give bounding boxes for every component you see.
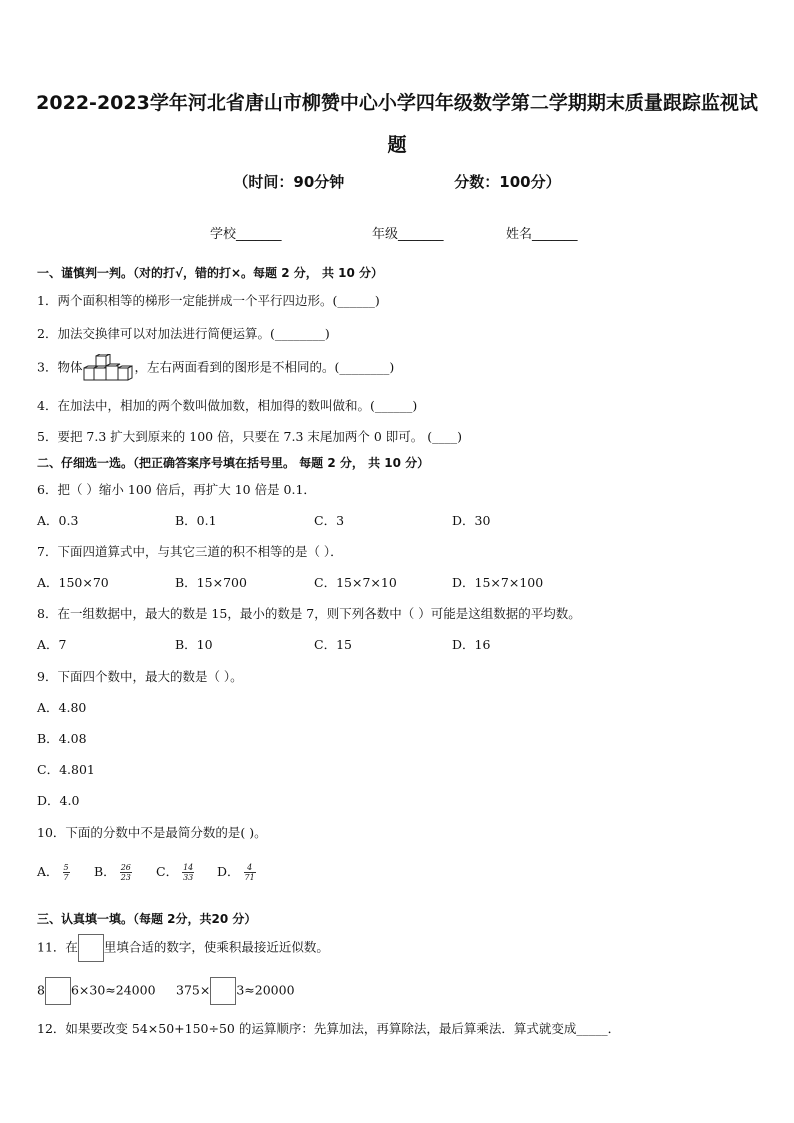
q9-option-c[interactable]: C．4.801 (37, 762, 95, 777)
q9-option-b[interactable]: B．4.08 (37, 731, 87, 746)
question-11-text-b: 里填合适的数字，使乘积最接近近似数。 (103, 939, 329, 955)
q10-option-c[interactable] (156, 862, 194, 882)
q7-option-d[interactable]: D．15×7×100 (452, 575, 544, 590)
question-11 (37, 934, 329, 962)
section-heading-1: 一、谨慎判一判。（对的打√，错的打×。每题 2 分， 共 10 分） (37, 266, 383, 280)
question-10: 10．下面的分数中不是最简分数的是( )。 (37, 825, 267, 840)
q8-option-d[interactable]: D．16 (452, 637, 491, 652)
answer-box-2[interactable] (210, 977, 236, 1005)
question-3 (37, 354, 394, 382)
q9-option-a[interactable]: A．4.80 (37, 700, 87, 715)
question-3-text-b: ，左右两面看到的图形是不相同的。(________) (134, 359, 395, 375)
q9-option-d[interactable]: D．4.0 (37, 793, 80, 808)
section-heading-3: 三、认真填一填。（每题 2分，共20 分） (37, 912, 257, 926)
page-title-continued: 题 (387, 134, 407, 156)
question-6: 6．把（ ）缩小 100 倍后，再扩大 10 倍是 0.1． (37, 482, 316, 497)
q11-expression-2: 375× 3≈20000 (176, 977, 295, 1005)
q10-option-a[interactable] (37, 862, 70, 882)
blank-box (78, 934, 104, 962)
question-9: 9．下面四个数中，最大的数是（ ）。 (37, 669, 243, 684)
score-label: 分数：100分） (454, 173, 561, 191)
section-heading-2: 二、仔细选一选。（把正确答案序号填在括号里。 每题 2 分， 共 10 分） (37, 456, 430, 470)
q6-option-c[interactable]: C．3 (314, 513, 345, 528)
q7-option-c[interactable]: C．15×7×10 (314, 575, 397, 590)
time-label: （时间：90分钟 (233, 173, 345, 191)
question-4: 4．在加法中，相加的两个数叫做加数，相加得的数叫做和。(______) (37, 398, 418, 413)
q8-option-b[interactable]: B．10 (175, 637, 213, 652)
question-5: 5．要把 7.3 扩大到原来的 100 倍，只要在 7.3 末尾加两个 0 即可。 (____) (37, 429, 463, 444)
q6-option-b[interactable]: B．0.1 (175, 513, 217, 528)
question-8: 8．在一组数据中，最大的数是 15，最小的数是 7，则下列各数中（ ）可能是这组数据的平均数。 (37, 606, 581, 621)
page-title: 2022-2023学年河北省唐山市柳赞中心小学四年级数学第二学期期末质量跟踪监视试 (36, 92, 758, 114)
q10-option-d-label: D． (217, 864, 240, 879)
q7-option-a[interactable]: A．150×70 (37, 575, 109, 590)
q6-option-d[interactable]: D．30 (452, 513, 491, 528)
q11-expression-1: 8 6×30≈24000 (37, 977, 156, 1005)
q8-option-a[interactable]: A．7 (37, 637, 67, 652)
q8-option-c[interactable]: C．15 (314, 637, 352, 652)
question-11-text-a: 11．在 (37, 939, 78, 955)
q10-option-b-label: B． (94, 864, 116, 879)
exam-info (0, 171, 794, 192)
question-1: 1．两个面积相等的梯形一定能拼成一个平行四边形。(______) (37, 293, 380, 308)
answer-box-1[interactable] (45, 977, 71, 1005)
fraction: $\frac{26}{23}$ (120, 863, 131, 882)
cube-figure-icon (82, 354, 134, 382)
school-field[interactable]: 学校_______ (210, 227, 282, 242)
fraction: $\frac{5}{7}$ (63, 863, 69, 882)
question-7: 7．下面四道算式中，与其它三道的积不相等的是（ ）． (37, 544, 343, 559)
question-12: 12．如果要改变 54×50+150÷50 的运算顺序：先算加法，再算除法，最后算乘法．算式就变成_____． (37, 1021, 621, 1036)
q10-option-d[interactable] (217, 862, 256, 882)
question-2: 2．加法交换律可以对加法进行简便运算。(________) (37, 326, 330, 341)
fraction: $\frac{4}{71}$ (244, 863, 255, 882)
name-field[interactable]: 姓名_______ (506, 227, 578, 242)
q10-option-b[interactable] (94, 862, 132, 882)
fraction: $\frac{14}{33}$ (183, 863, 194, 882)
grade-field[interactable]: 年级_______ (372, 227, 444, 242)
q10-option-c-label: C． (156, 864, 179, 879)
q7-option-b[interactable]: B．15×700 (175, 575, 247, 590)
q6-option-a[interactable]: A．0.3 (37, 513, 79, 528)
question-3-text-a: 3．物体 (37, 359, 83, 375)
q10-option-a-label: A． (37, 864, 59, 879)
